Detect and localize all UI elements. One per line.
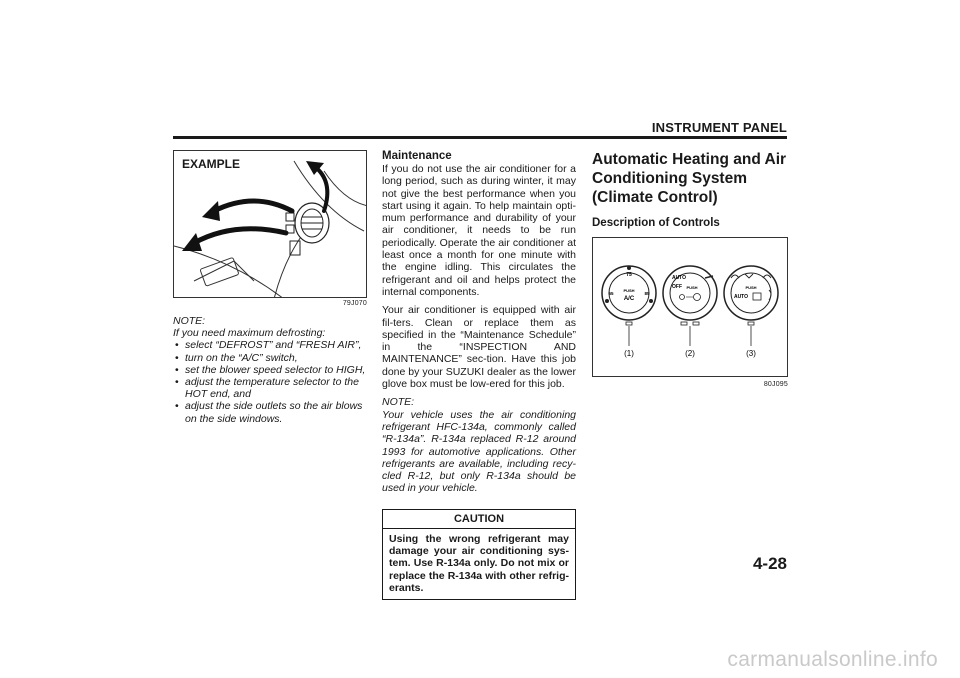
callout-1: (1) (624, 349, 634, 358)
caution-box (382, 509, 576, 600)
knob-3 (724, 266, 778, 325)
knob2-off-label: OFF (672, 284, 682, 290)
note-intro: If you need maximum defrosting: (173, 327, 326, 340)
caution-text: Using the wrong refrigerant may damage your air conditioning sys-tem. Use R-134a only. Do not mix or replace the R-134a with other refrig-erants. (389, 532, 569, 594)
controls-figure-code: 80J095 (763, 381, 788, 388)
defrost-figure (173, 150, 367, 298)
left-column (173, 150, 367, 425)
maintenance-paragraph-1: If you do not use the air conditioner for a long period, such as during winter, it may not give the best performance when you start using it again. To help maintain opti-mum performance and durability of your air conditioner, it needs to be run periodically. Operate the air conditioner at least once a month for one minute with the engine idling. This circulates the refrigerant and oil and helps protect the internal components. (382, 163, 576, 298)
list-item: • turn on the “A/C” switch, (173, 352, 367, 364)
note-list (173, 339, 367, 424)
header-rule (173, 136, 787, 139)
knob2-auto-label: AUTO (671, 275, 687, 281)
running-header: INSTRUMENT PANEL (651, 120, 787, 135)
maintenance-heading: Maintenance (382, 150, 452, 162)
knob3-auto-label: AUTO (733, 294, 749, 300)
defrost-note (173, 315, 367, 425)
controls-figure (592, 237, 788, 377)
refrigerant-note-text: Your vehicle uses the air conditioning refrigerant HFC-134a, commonly called “R-134a”. R-134a replaced R-12 around 1993 for automotive applications. Other refrigerants are available, including recy-cled R-12, but only R-134a should be used in your vehicle. (382, 408, 576, 495)
knob1-left-label: 65 (608, 291, 614, 296)
knob-1 (602, 266, 656, 325)
page-number: 4-28 (752, 554, 787, 573)
knob-2 (663, 266, 717, 325)
section-title: Automatic Heating and Air Conditioning System (Climate Control) (592, 151, 787, 206)
middle-column (382, 150, 576, 600)
callout-3: (3) (746, 349, 756, 358)
list-item: • adjust the temperature selector to the HOT end, and (173, 376, 367, 400)
knob2-push-label: PUSH (686, 285, 698, 290)
caution-title: CAUTION (383, 510, 575, 529)
refrigerant-note-title: NOTE: (382, 396, 415, 409)
figure-label: EXAMPLE (182, 157, 241, 171)
note-title: NOTE: (173, 315, 206, 327)
knob1-ac-label: A/C (623, 296, 635, 302)
knob1-push-label: PUSH (623, 288, 635, 293)
right-column (592, 150, 788, 388)
defrost-illustration (174, 151, 367, 298)
controls-subtitle: Description of Controls (592, 217, 720, 229)
list-item: • set the blower speed selector to HIGH, (173, 364, 367, 376)
watermark[interactable]: carmanualsonline.info (727, 648, 938, 671)
maintenance-paragraph-2: Your air conditioner is equipped with air fil-ters. Clean or replace them as specified in the “Maintenance Schedule” in the “INSPECTION AND MAINTENANCE” sec-tion. Have this job done by your SUZUKI dealer as the lower glove box must be low-ered for this job. (382, 304, 576, 391)
list-item: • adjust the side outlets so the air blows on the side windows. (173, 400, 367, 424)
knob1-top-label: 75 (626, 272, 632, 278)
figure-code: 79J070 (342, 300, 367, 307)
knob1-right-label: 85 (644, 291, 650, 296)
list-item: • select “DEFROST” and “FRESH AIR”, (173, 339, 367, 351)
callout-2: (2) (685, 349, 695, 358)
climate-control-diagram (593, 238, 788, 377)
knob3-push-label: PUSH (745, 285, 757, 290)
